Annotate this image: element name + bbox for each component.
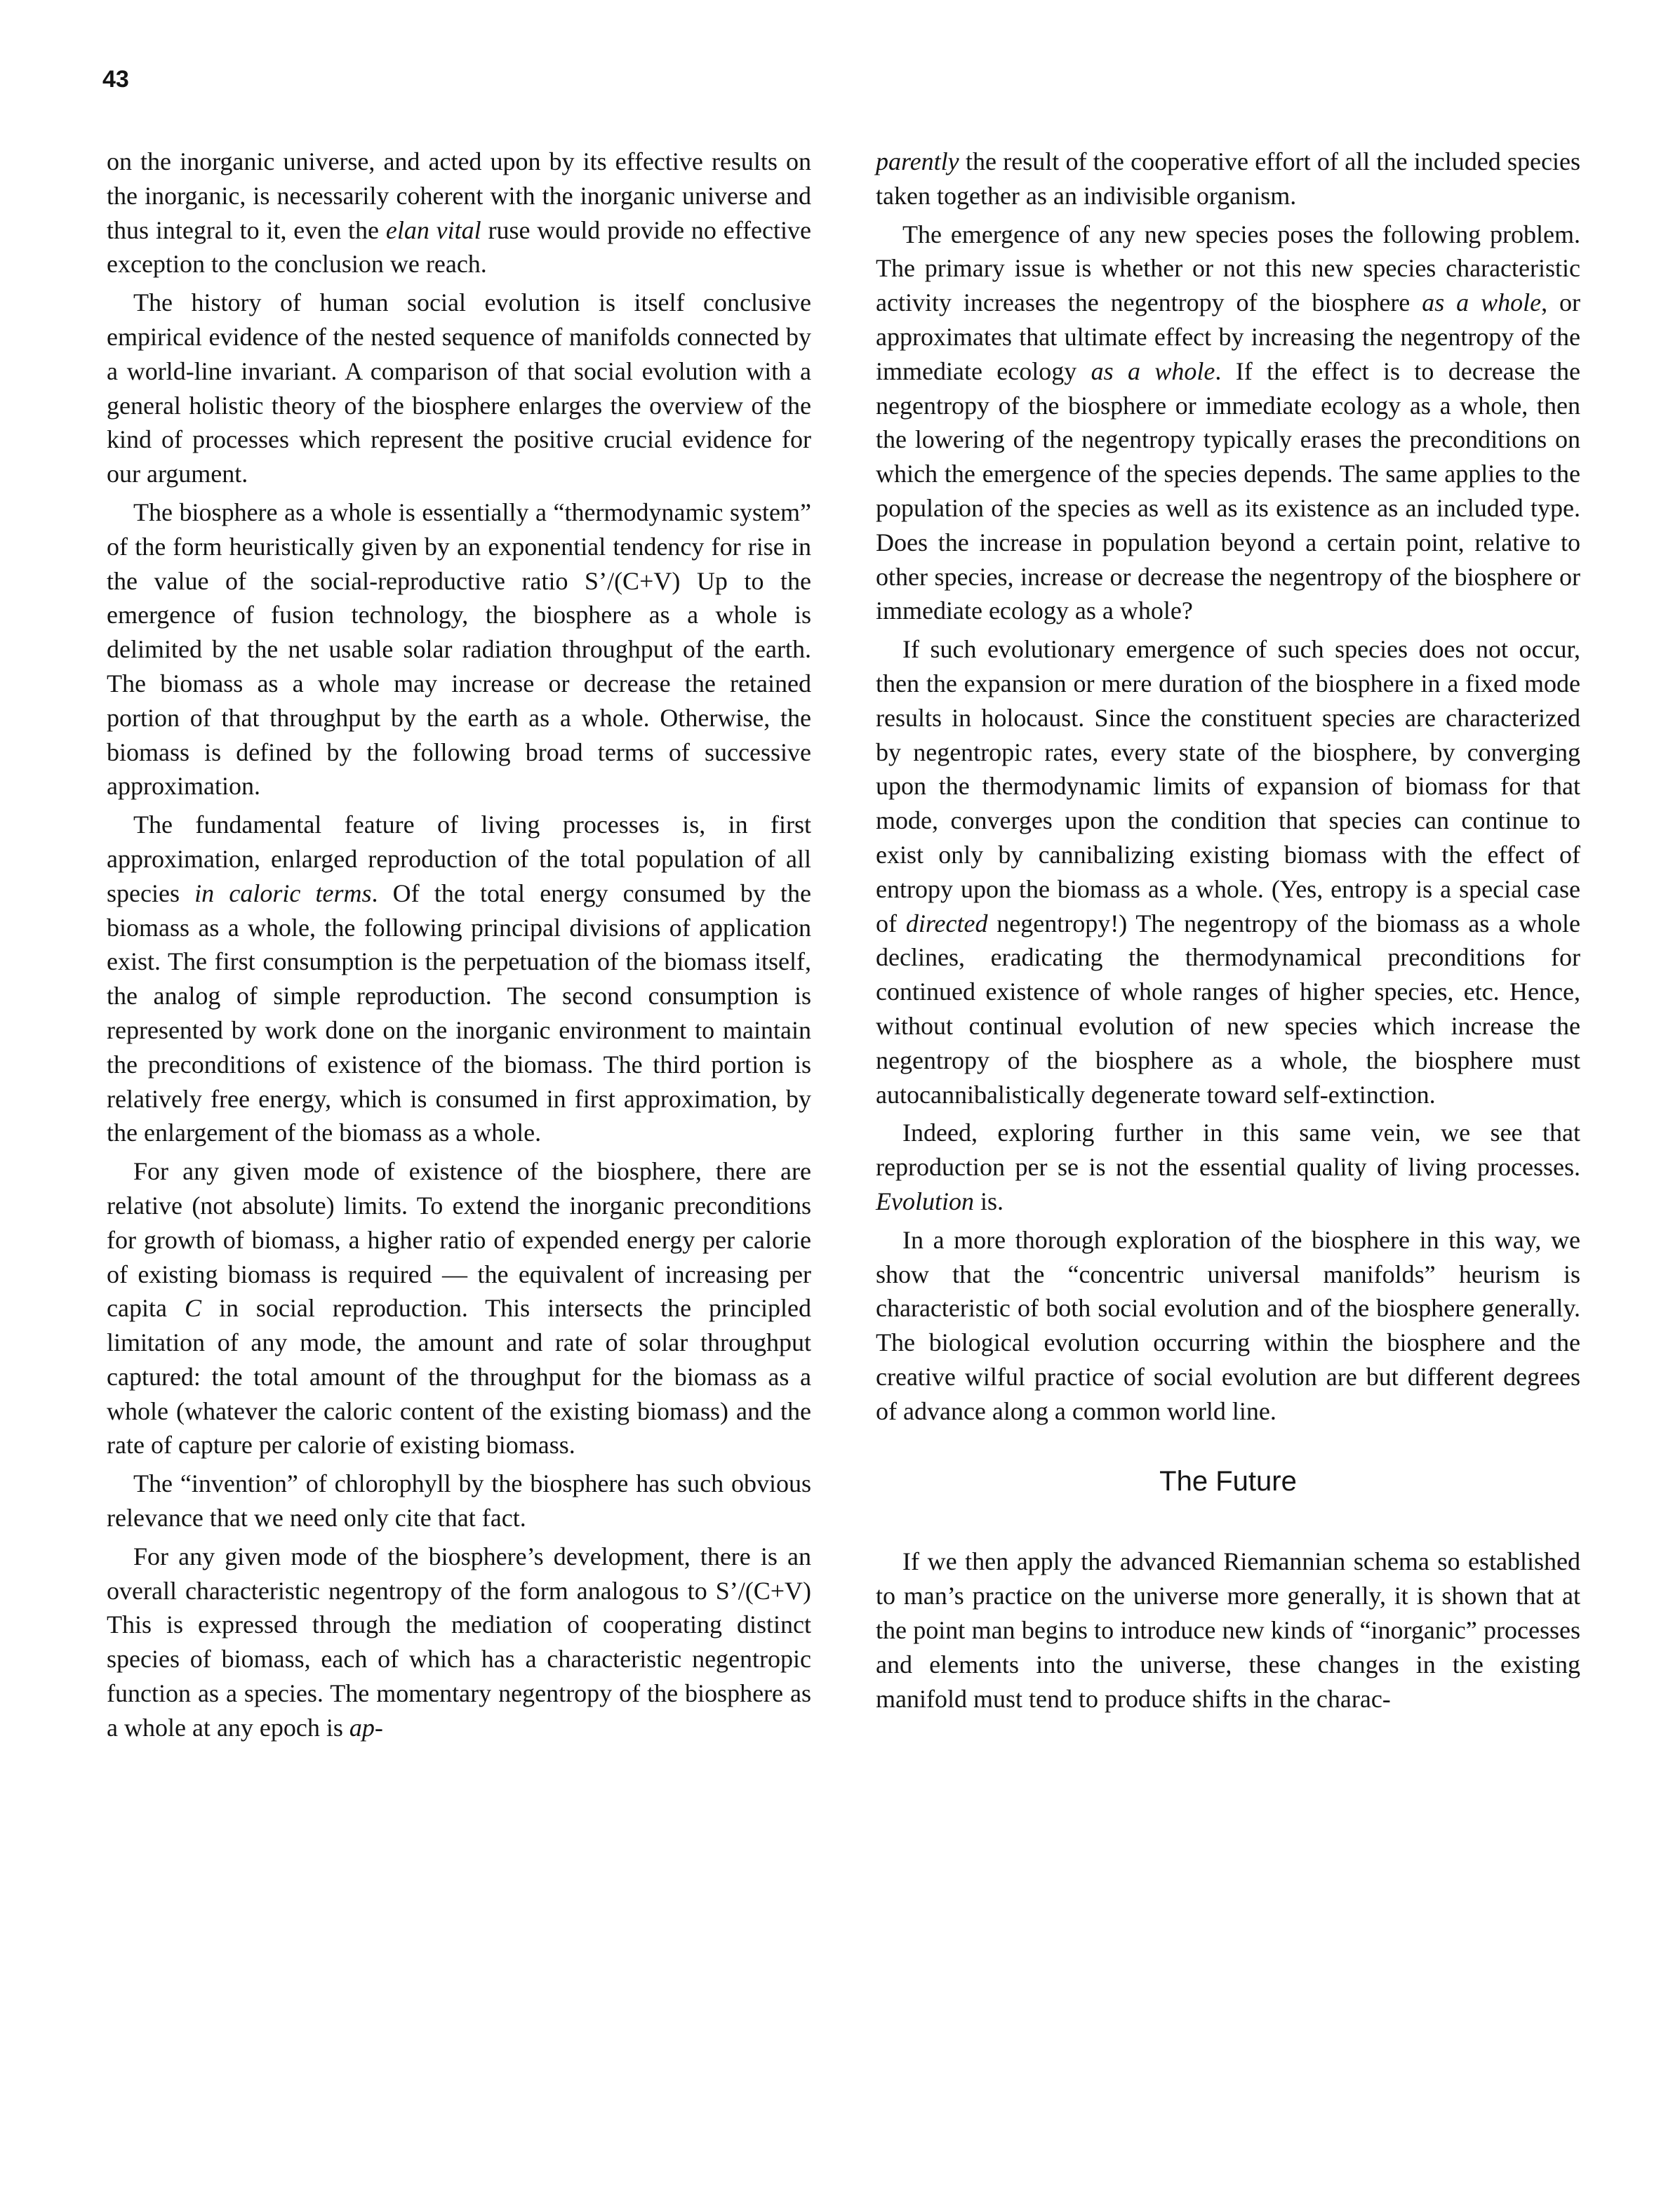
text-segment: For any given mode of the biosphere’s development, there is an overall characteristic negentropy of the form analogous to S’/(C+V) This is expressed through the mediation of cooperating distinct species of biomass, each of which has a characteristic negentropic function as a species. The momentary negentropy of the biosphere as a whole at any epoch is <box>107 1542 811 1742</box>
paragraph <box>107 1154 811 1462</box>
text-segment: . If the effect is to decrease the negentropy of the biosphere or immediate ecology as a whole, then the lowering of the negentropy typically erases the preconditions on which the emergence of the species depends. The same applies to the population of the species as well as its existence as an included type. Does the increase in population beyond a certain point, relative to other species, increase or decrease the negentropy of the biosphere or immediate ecology as a whole? <box>876 356 1581 625</box>
text-segment: . Of the total energy consumed by the biomass as a whole, the following principal divisions of application exist. The first consumption is the perpetuation of the biomass itself, the analog of simple reproduction. The second consumption is represented by work done on the inorganic environment to maintain the preconditions of existence of the biomass. The third portion is relatively free energy, which is consumed in first approximation, by the enlargement of the biomass as a whole. <box>107 879 811 1147</box>
text-segment: If we then apply the advanced Riemannian schema so established to man’s practice on the universe more generally, it is shown that at the point man begins to introduce new kinds of “inorganic” processes and elements into the universe, these changes in the existing manifold must tend to produce shifts in the charac- <box>876 1547 1580 1713</box>
text-segment: The history of human social evolution is itself conclusive empirical evidence of the nested sequence of manifolds connected by a world-line invariant. A comparison of that social evolution with a general holistic theory of the biosphere enlarges the overview of the kind of processes which represent the positive crucial evidence for our argument. <box>107 288 811 488</box>
text-segment: ruse would provide no effective exception to the conclusion we reach. <box>107 215 811 279</box>
paragraph <box>107 808 811 1150</box>
text-segment: , or approximates that ultimate effect by increasing the negentropy of the immediate ecology <box>876 288 1580 385</box>
text-segment: the result of the cooperative effort of all the included species taken together as an indivisible organism. <box>876 147 1580 210</box>
italic-text: Evolution <box>876 1187 974 1215</box>
paragraph <box>107 145 811 281</box>
text-segment: The “invention” of chlorophyll by the biosphere has such obvious relevance that we need only cite that fact. <box>107 1469 811 1533</box>
italic-text: directed <box>905 909 988 937</box>
text-segment: For any given mode of existence of the biosphere, there are relative (not absolute) limits. To extend the inorganic preconditions for growth of biomass, a higher ratio of expended energy per calorie of existing biomass is required — the equivalent of increasing per capita <box>107 1157 811 1323</box>
text-segment: is. <box>973 1187 1004 1215</box>
right-column-body-before <box>876 145 1580 1428</box>
italic-text: as a whole <box>1091 356 1215 385</box>
right-column-body-after <box>876 1544 1580 1716</box>
text-segment: negentropy!) The negentropy of the biomass as a whole declines, eradicating the thermodynamical preconditions for continued existence of whole ranges of higher species, etc. Hence, without continual evolution of new species which increase the negentropy of the biosphere as a whole, the biosphere must autocannibalistically degenerate toward self-extinction. <box>876 909 1580 1109</box>
italic-text: in caloric terms <box>194 879 372 907</box>
left-column <box>107 145 811 1745</box>
text-segment: The emergence of any new species poses the following problem. The primary issue is whether or not this new species characteristic activity increases the negentropy of the biosphere <box>876 220 1580 317</box>
italic-text: ap- <box>349 1713 383 1742</box>
text-segment: The fundamental feature of living processes is, in first approximation, enlarged reproduction of the total population of all species <box>107 810 811 907</box>
paragraph <box>876 218 1580 629</box>
text-segment: In a more thorough exploration of the biosphere in this way, we show that the “concentric universal manifolds” heurism is characteristic of both social evolution and of the biosphere generally. The biological evolution occurring within the biosphere and the creative wilful practice of social evolution are but different degrees of advance along a common world line. <box>876 1225 1580 1425</box>
paragraph <box>876 1116 1580 1218</box>
italic-text: C <box>184 1294 201 1323</box>
text-segment: in social reproduction. This intersects the principled limitation of any mode, the amount and rate of solar throughput captured: the total amount of the throughput for the biomass as a whole (whatever the caloric content of the existing biomass) and the rate of capture per calorie of existing biomass. <box>107 1294 811 1460</box>
right-column <box>876 145 1580 1716</box>
text-segment: If such evolutionary emergence of such species does not occur, then the expansion or mere duration of the biosphere in a fixed mode results in holocaust. Since the constituent species are characterized by negentropic rates, every state of the biosphere, by converging upon the thermodynamic limits of expansion of biomass for that mode, converges upon the condition that species can continue to exist only by cannibalizing existing biomass with the effect of entropy upon the biomass as a whole. (Yes, entropy is a special case of <box>876 635 1580 937</box>
paragraph <box>107 495 811 803</box>
text-segment: on the inorganic universe, and acted upon by its effective results on the inorganic, is necessarily coherent with the inorganic universe and thus integral to it, even the <box>107 147 811 244</box>
italic-text: as a whole <box>1422 288 1542 317</box>
page-number: 43 <box>102 66 129 93</box>
paragraph <box>107 1467 811 1535</box>
text-segment: The biosphere as a whole is essentially a “thermodynamic system” of the form heuristically given by an exponential tendency for rise in the value of the social-reproductive ratio S’/(C+V) Up to the emergence of fusion technology, the biosphere as a whole is delimited by the net usable solar radiation throughput of the earth. The biomass as a whole may increase or decrease the retained portion of that throughput by the earth as a whole. Otherwise, the biomass is defined by the following broad terms of successive approximation. <box>107 498 811 801</box>
italic-text: parently <box>876 147 959 175</box>
paragraph <box>876 145 1580 213</box>
paragraph <box>107 1540 811 1745</box>
paragraph <box>107 286 811 491</box>
italic-text: elan vital <box>385 215 481 244</box>
text-segment: Indeed, exploring further in this same vein, we see that reproduction per se is not the essential quality of living processes. <box>876 1119 1580 1182</box>
paragraph <box>876 1544 1580 1716</box>
paragraph <box>876 632 1580 1112</box>
section-heading: The Future <box>1159 1466 1297 1497</box>
paragraph <box>876 1223 1580 1429</box>
